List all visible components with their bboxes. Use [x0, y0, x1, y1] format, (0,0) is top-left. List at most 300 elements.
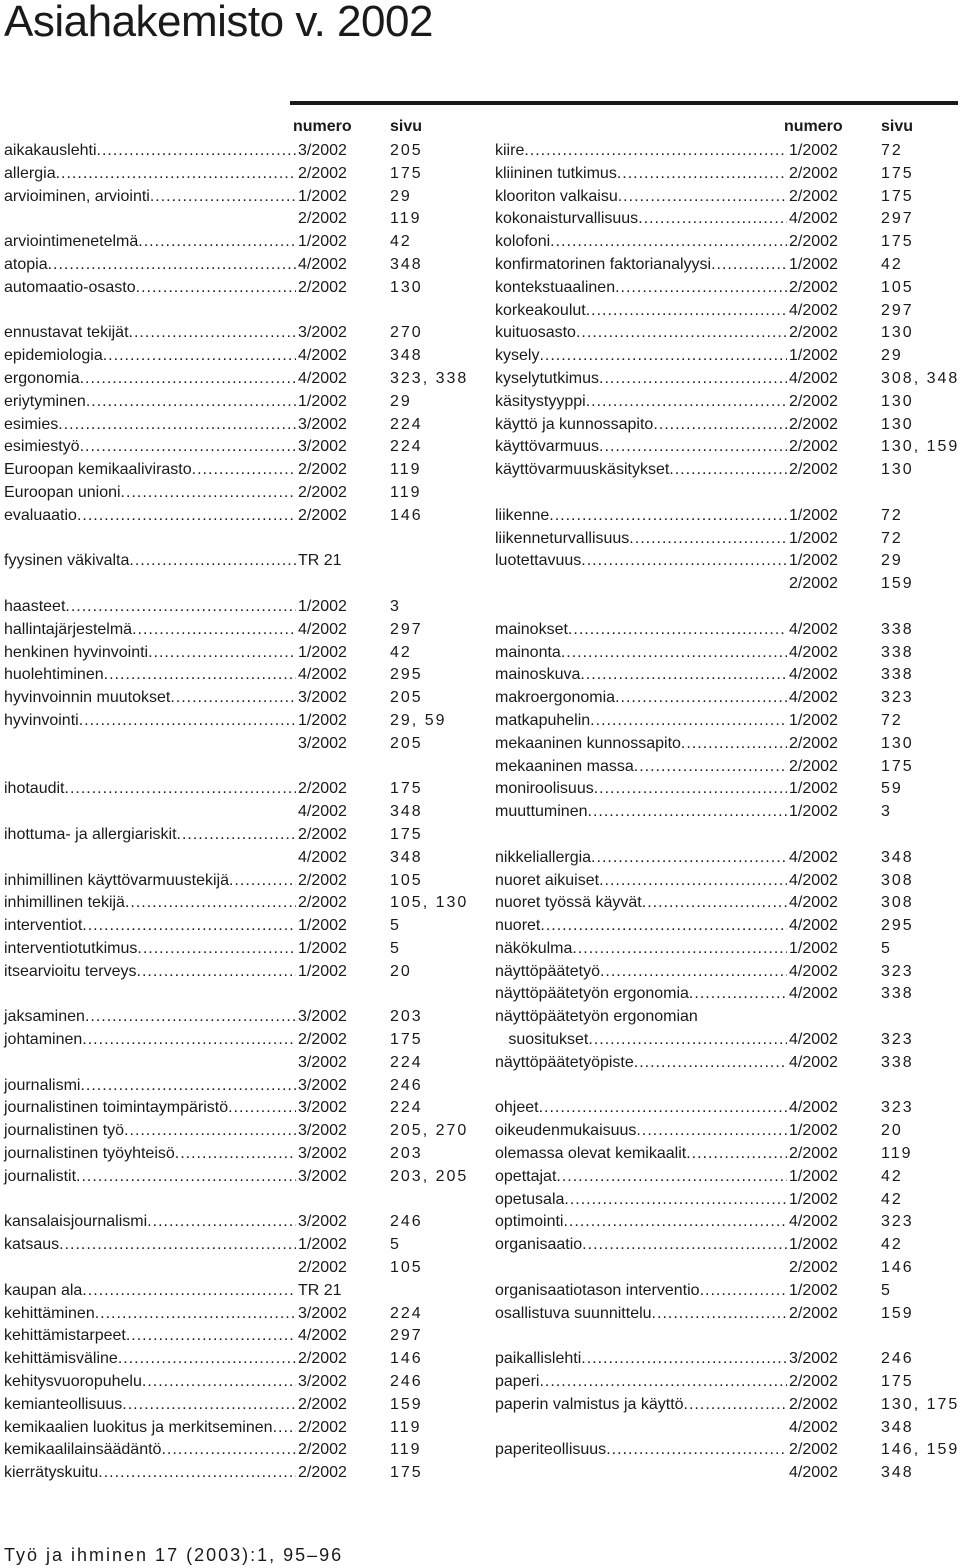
page-number: 323	[881, 689, 914, 707]
index-entry	[495, 1348, 957, 1371]
index-entry	[4, 1052, 474, 1075]
index-term	[495, 1439, 787, 1462]
term-text: oikeudenmukaisuus	[495, 1122, 637, 1140]
index-term	[4, 1097, 296, 1120]
term-text: konfirmatorinen faktorianalyysi	[495, 255, 712, 273]
dot-leader	[686, 1143, 787, 1166]
term-text: mainokset	[495, 620, 568, 638]
index-entry	[495, 1394, 960, 1417]
index-term	[4, 1462, 296, 1485]
header-sivu: sivu	[881, 118, 914, 135]
index-entry	[495, 436, 960, 459]
index-entry	[495, 1097, 957, 1120]
index-entry	[495, 687, 957, 710]
term-text: kehittäminen	[4, 1304, 95, 1322]
page-number: 72	[881, 506, 903, 524]
issue-number: 4/2002	[298, 369, 347, 387]
page-number: 130	[881, 461, 914, 479]
dot-leader	[539, 345, 787, 368]
dot-leader	[588, 1029, 787, 1052]
issue-number: 3/2002	[298, 1145, 347, 1163]
index-term	[495, 687, 787, 710]
index-entry	[495, 277, 957, 300]
dot-leader	[137, 938, 296, 961]
issue-number: 1/2002	[789, 803, 838, 821]
index-entry	[495, 300, 957, 323]
page-number: 119	[390, 1441, 422, 1459]
index-term	[4, 1211, 296, 1234]
term-text: fyysinen väkivalta	[4, 552, 130, 570]
term-text: mainoskuva	[495, 666, 581, 684]
index-entry	[4, 459, 474, 482]
index-term	[495, 1143, 787, 1166]
dot-leader	[142, 1371, 296, 1394]
dot-leader	[615, 687, 787, 710]
dot-leader	[599, 368, 787, 391]
issue-number: 2/2002	[789, 1304, 838, 1322]
section-gap	[4, 528, 474, 551]
page-number: 323	[881, 1031, 914, 1049]
issue-number: 4/2002	[789, 666, 838, 684]
dot-leader	[594, 778, 787, 801]
issue-number: 4/2002	[789, 1031, 838, 1049]
issue-number: 2/2002	[789, 233, 838, 251]
issue-number: 2/2002	[298, 894, 347, 912]
index-entry	[4, 915, 474, 938]
issue-number: 2/2002	[298, 210, 347, 228]
dot-leader	[581, 1348, 787, 1371]
index-entry	[495, 322, 957, 345]
issue-number: 1/2002	[298, 939, 347, 957]
dot-leader	[617, 163, 787, 186]
index-entry	[4, 186, 474, 209]
page-number: 338	[881, 643, 914, 661]
index-entry	[4, 1462, 474, 1485]
index-entry	[495, 1166, 957, 1189]
index-column-right	[495, 118, 960, 1485]
index-term	[4, 642, 296, 665]
issue-number: 2/2002	[298, 164, 347, 182]
index-entry	[4, 778, 474, 801]
index-term	[495, 778, 787, 801]
dot-leader	[59, 1234, 296, 1257]
issue-number: 3/2002	[298, 1053, 347, 1071]
term-text: hyvinvointi	[4, 711, 79, 729]
page-number: 5	[390, 1236, 401, 1254]
issue-number: 3/2002	[298, 1373, 347, 1391]
dot-leader	[103, 345, 296, 368]
issue-number: 2/2002	[789, 575, 838, 593]
dot-leader	[65, 596, 296, 619]
issue-number: 2/2002	[298, 1350, 347, 1368]
header-numero: numero	[784, 118, 843, 135]
page-number: 224	[390, 1053, 423, 1071]
issue-number: 2/2002	[789, 392, 838, 410]
index-term	[4, 710, 296, 733]
term-text: kemikaalien luokitus ja merkitseminen	[4, 1418, 273, 1436]
index-entry	[495, 550, 957, 573]
dot-leader	[564, 1189, 787, 1212]
issue-number: 2/2002	[789, 187, 838, 205]
issue-number: 3/2002	[298, 324, 347, 342]
dot-leader	[581, 550, 787, 573]
index-term	[495, 322, 787, 345]
dot-leader	[82, 1280, 296, 1303]
dot-leader	[228, 1097, 296, 1120]
index-entry	[495, 1303, 957, 1326]
index-entry	[4, 1029, 474, 1052]
issue-number: 4/2002	[298, 1327, 347, 1345]
page-number: 348	[881, 848, 914, 866]
index-term	[4, 1417, 296, 1440]
term-text: kaupan ala	[4, 1281, 83, 1299]
index-term	[495, 1120, 787, 1143]
issue-number: 1/2002	[789, 939, 838, 957]
index-entry	[495, 642, 957, 665]
term-text: nuoret	[495, 917, 541, 935]
dot-leader	[600, 961, 787, 984]
page-number: 175	[881, 233, 914, 251]
index-entry	[495, 1120, 957, 1143]
issue-number: 4/2002	[789, 1053, 838, 1071]
issue-number: 1/2002	[789, 1281, 838, 1299]
index-entry	[4, 1280, 474, 1303]
issue-number: 4/2002	[298, 848, 347, 866]
index-term	[4, 596, 296, 619]
page-number: 175	[390, 780, 423, 798]
index-term	[495, 642, 787, 665]
index-entry	[495, 505, 957, 528]
dot-leader	[629, 528, 787, 551]
index-term	[495, 870, 787, 893]
index-entry	[495, 208, 957, 231]
index-entry	[4, 436, 474, 459]
index-entry	[495, 778, 957, 801]
page-number: 42	[881, 1167, 903, 1185]
issue-number: 1/2002	[298, 1236, 347, 1254]
term-text: interventiotutkimus	[4, 939, 138, 957]
dot-leader	[711, 254, 787, 277]
dot-leader	[192, 459, 296, 482]
dot-leader	[65, 778, 297, 801]
page-number: 105	[390, 871, 423, 889]
issue-number: 2/2002	[298, 1441, 347, 1459]
dot-leader	[80, 1075, 296, 1098]
page-number: 175	[390, 164, 423, 182]
page-number: 175	[881, 757, 914, 775]
page-number: 130	[881, 415, 914, 433]
term-text: kontekstuaalinen	[495, 278, 616, 296]
page-number: 175	[390, 825, 423, 843]
index-entry	[495, 140, 957, 163]
term-text: luotettavuus	[495, 552, 582, 570]
term-text: moniroolisuus	[495, 780, 594, 798]
page-number: 20	[390, 962, 412, 980]
page-number: 348	[390, 848, 423, 866]
dot-leader	[634, 756, 787, 779]
issue-number: 4/2002	[789, 301, 838, 319]
page-number: 175	[390, 1464, 423, 1482]
issue-number: 4/2002	[789, 210, 838, 228]
index-entry	[4, 391, 474, 414]
page-number: 29	[881, 347, 903, 365]
index-term	[495, 1189, 787, 1212]
issue-number: 4/2002	[789, 871, 838, 889]
index-entry	[495, 915, 957, 938]
issue-number: 4/2002	[789, 643, 838, 661]
index-entry	[495, 368, 960, 391]
index-entry	[4, 1439, 474, 1462]
index-term	[4, 1075, 296, 1098]
issue-number: 1/2002	[298, 392, 347, 410]
index-entry	[4, 322, 474, 345]
term-text: automaatio-osasto	[4, 278, 136, 296]
issue-number: 1/2002	[789, 780, 838, 798]
index-term	[495, 1348, 787, 1371]
term-text: henkinen hyvinvointi	[4, 643, 149, 661]
issue-number: 4/2002	[789, 1099, 838, 1117]
index-entry	[4, 733, 474, 756]
dot-leader	[124, 1120, 296, 1143]
page-number: 42	[390, 233, 412, 251]
dot-leader	[615, 277, 787, 300]
page-number: 42	[390, 643, 412, 661]
issue-number: 2/2002	[789, 757, 838, 775]
dot-leader	[700, 1280, 787, 1303]
issue-number: 3/2002	[298, 438, 347, 456]
index-entry	[4, 482, 474, 505]
dot-leader	[121, 482, 296, 505]
section-gap	[495, 824, 957, 847]
dot-leader	[79, 710, 296, 733]
dot-leader	[568, 619, 787, 642]
issue-number: 1/2002	[789, 552, 838, 570]
index-term	[4, 368, 296, 391]
page-number: 29	[881, 552, 903, 570]
issue-number: 3/2002	[298, 1076, 347, 1094]
index-term	[4, 1325, 296, 1348]
issue-number: 4/2002	[789, 369, 838, 387]
term-text: kiire	[495, 142, 525, 159]
term-text: arviointimenetelmä	[4, 233, 139, 251]
dot-leader	[539, 1371, 787, 1394]
index-term	[495, 550, 787, 573]
index-entry	[4, 801, 474, 824]
term-text: paperiteollisuus	[495, 1441, 607, 1459]
index-term	[4, 482, 296, 505]
index-entry	[4, 961, 474, 984]
term-text: arvioiminen, arviointi	[4, 187, 150, 205]
issue-number: 2/2002	[298, 483, 347, 501]
index-entry	[495, 733, 957, 756]
issue-number: 4/2002	[789, 1213, 838, 1231]
index-term	[495, 1211, 787, 1234]
issue-number: 4/2002	[789, 848, 838, 866]
term-text: interventiot	[4, 917, 83, 935]
term-text: journalistinen työyhteisö	[4, 1145, 175, 1163]
index-entry	[495, 664, 957, 687]
page-title: Asiahakemisto v. 2002	[4, 0, 433, 46]
index-term	[495, 983, 787, 1006]
page-number: 119	[390, 461, 422, 479]
index-entry	[4, 1257, 474, 1280]
dot-leader	[591, 847, 787, 870]
index-term	[4, 664, 296, 687]
issue-number: 1/2002	[298, 233, 347, 251]
section-gap	[4, 300, 474, 323]
page-number: 130, 159	[881, 438, 960, 456]
index-entry	[4, 1006, 474, 1029]
index-term	[4, 550, 296, 573]
index-entry	[4, 1371, 474, 1394]
page-number: 130	[881, 734, 914, 752]
issue-number: 1/2002	[298, 187, 347, 205]
term-text: kysely	[495, 347, 540, 365]
term-text: kehitysvuoropuhelu	[4, 1373, 142, 1391]
section-gap	[495, 1325, 957, 1348]
issue-number: 4/2002	[298, 803, 347, 821]
page-number: 3	[390, 597, 401, 615]
issue-number: 2/2002	[789, 324, 838, 342]
issue-number: 4/2002	[789, 620, 838, 638]
issue-number: 2/2002	[298, 506, 347, 524]
issue-number: 1/2002	[789, 1236, 838, 1254]
index-entry	[4, 938, 474, 961]
term-text: kliininen tutkimus	[495, 164, 617, 182]
index-term	[495, 528, 787, 551]
index-term	[4, 1371, 296, 1394]
page-number: 159	[390, 1395, 423, 1413]
index-rows-left	[4, 140, 474, 1485]
term-text: Euroopan kemikaalivirasto	[4, 461, 192, 479]
dot-leader	[586, 391, 787, 414]
index-rows-right	[495, 140, 960, 1485]
header-sivu: sivu	[390, 118, 423, 135]
index-entry	[4, 163, 474, 186]
dot-leader	[669, 459, 787, 482]
term-text: journalismi	[4, 1076, 81, 1094]
index-term	[495, 391, 787, 414]
index-entry	[4, 1097, 474, 1120]
index-entry	[495, 1371, 957, 1394]
term-text: hallintajärjestelmä	[4, 620, 133, 638]
page-number: 146	[881, 1259, 914, 1277]
page-number: 29, 59	[390, 711, 447, 729]
term-text: osallistuva suunnittelu	[495, 1304, 652, 1322]
issue-number: 3/2002	[789, 1350, 838, 1368]
term-text: kolofoni	[495, 233, 551, 251]
term-text: suositukset	[495, 1031, 589, 1049]
header-numero: numero	[293, 118, 352, 135]
issue-number: 1/2002	[789, 347, 838, 365]
dot-leader	[561, 642, 787, 665]
index-entry	[4, 1166, 474, 1189]
dot-leader	[634, 1052, 787, 1075]
page-number: 175	[881, 187, 914, 205]
index-entry	[4, 596, 474, 619]
page-number: 203	[390, 1145, 423, 1163]
issue-number: 2/2002	[789, 461, 838, 479]
page-number: 159	[881, 1304, 914, 1322]
index-entry	[495, 1211, 957, 1234]
index-entry	[495, 528, 957, 551]
index-entry	[495, 1280, 957, 1303]
index-term	[4, 140, 296, 163]
index-term	[495, 1029, 787, 1052]
index-entry	[4, 870, 474, 893]
page-number: 205	[390, 689, 423, 707]
dot-leader	[588, 801, 788, 824]
issue-number: 1/2002	[298, 917, 347, 935]
column-header	[4, 118, 474, 140]
page-number: 59	[881, 780, 903, 798]
page-number: 348	[390, 347, 423, 365]
dot-leader	[104, 664, 296, 687]
issue-number: 1/2002	[789, 255, 838, 273]
page-number: 119	[390, 210, 422, 228]
dot-leader	[684, 1394, 787, 1417]
dot-leader	[132, 619, 296, 642]
index-term	[4, 414, 296, 437]
page-number: 130	[881, 392, 914, 410]
index-term	[4, 345, 296, 368]
issue-number: 1/2002	[298, 962, 347, 980]
index-term	[4, 1143, 296, 1166]
page-number: 119	[881, 1145, 913, 1163]
index-entry	[4, 1348, 474, 1371]
index-column-left	[4, 118, 474, 1485]
term-text: inhimillinen käyttövarmuustekijä	[4, 871, 229, 889]
page-number: 224	[390, 438, 423, 456]
index-term	[495, 733, 787, 756]
index-entry	[495, 1439, 960, 1462]
term-text: olemassa olevat kemikaalit	[495, 1145, 687, 1163]
page-number: 323, 338	[390, 369, 469, 387]
page-number: 42	[881, 1190, 903, 1208]
issue-number: 4/2002	[298, 255, 347, 273]
issue-number: 3/2002	[298, 1008, 347, 1026]
dot-leader	[175, 1143, 296, 1166]
index-entry	[495, 1006, 957, 1029]
dot-leader	[580, 664, 787, 687]
page-number: 42	[881, 1236, 903, 1254]
page-number: 72	[881, 711, 903, 729]
issue-number: 2/2002	[789, 164, 838, 182]
term-text: näyttöpäätetyön ergonomian	[495, 1008, 698, 1026]
page-number: 338	[881, 985, 914, 1003]
page-number: 295	[881, 917, 914, 935]
dot-leader	[136, 277, 296, 300]
index-entry	[4, 1234, 474, 1257]
term-text: kehittämisväline	[4, 1350, 118, 1368]
index-entry	[495, 1417, 957, 1440]
page-number: 297	[390, 1327, 423, 1345]
term-text: journalistinen toimintaympäristö	[4, 1099, 229, 1117]
index-entry	[495, 459, 957, 482]
page-number: 130	[881, 324, 914, 342]
page-number: 5	[390, 917, 401, 935]
issue-number: 2/2002	[298, 461, 347, 479]
term-text: opettajat	[495, 1167, 557, 1185]
term-text: kuituosasto	[495, 324, 576, 342]
index-entry	[4, 254, 474, 277]
term-text: esimiestyö	[4, 438, 80, 456]
term-text: optimointi	[495, 1213, 564, 1231]
term-text: paperin valmistus ja käyttö	[495, 1395, 684, 1413]
dot-leader	[590, 710, 787, 733]
issue-number: 1/2002	[789, 711, 838, 729]
issue-number: 2/2002	[789, 278, 838, 296]
